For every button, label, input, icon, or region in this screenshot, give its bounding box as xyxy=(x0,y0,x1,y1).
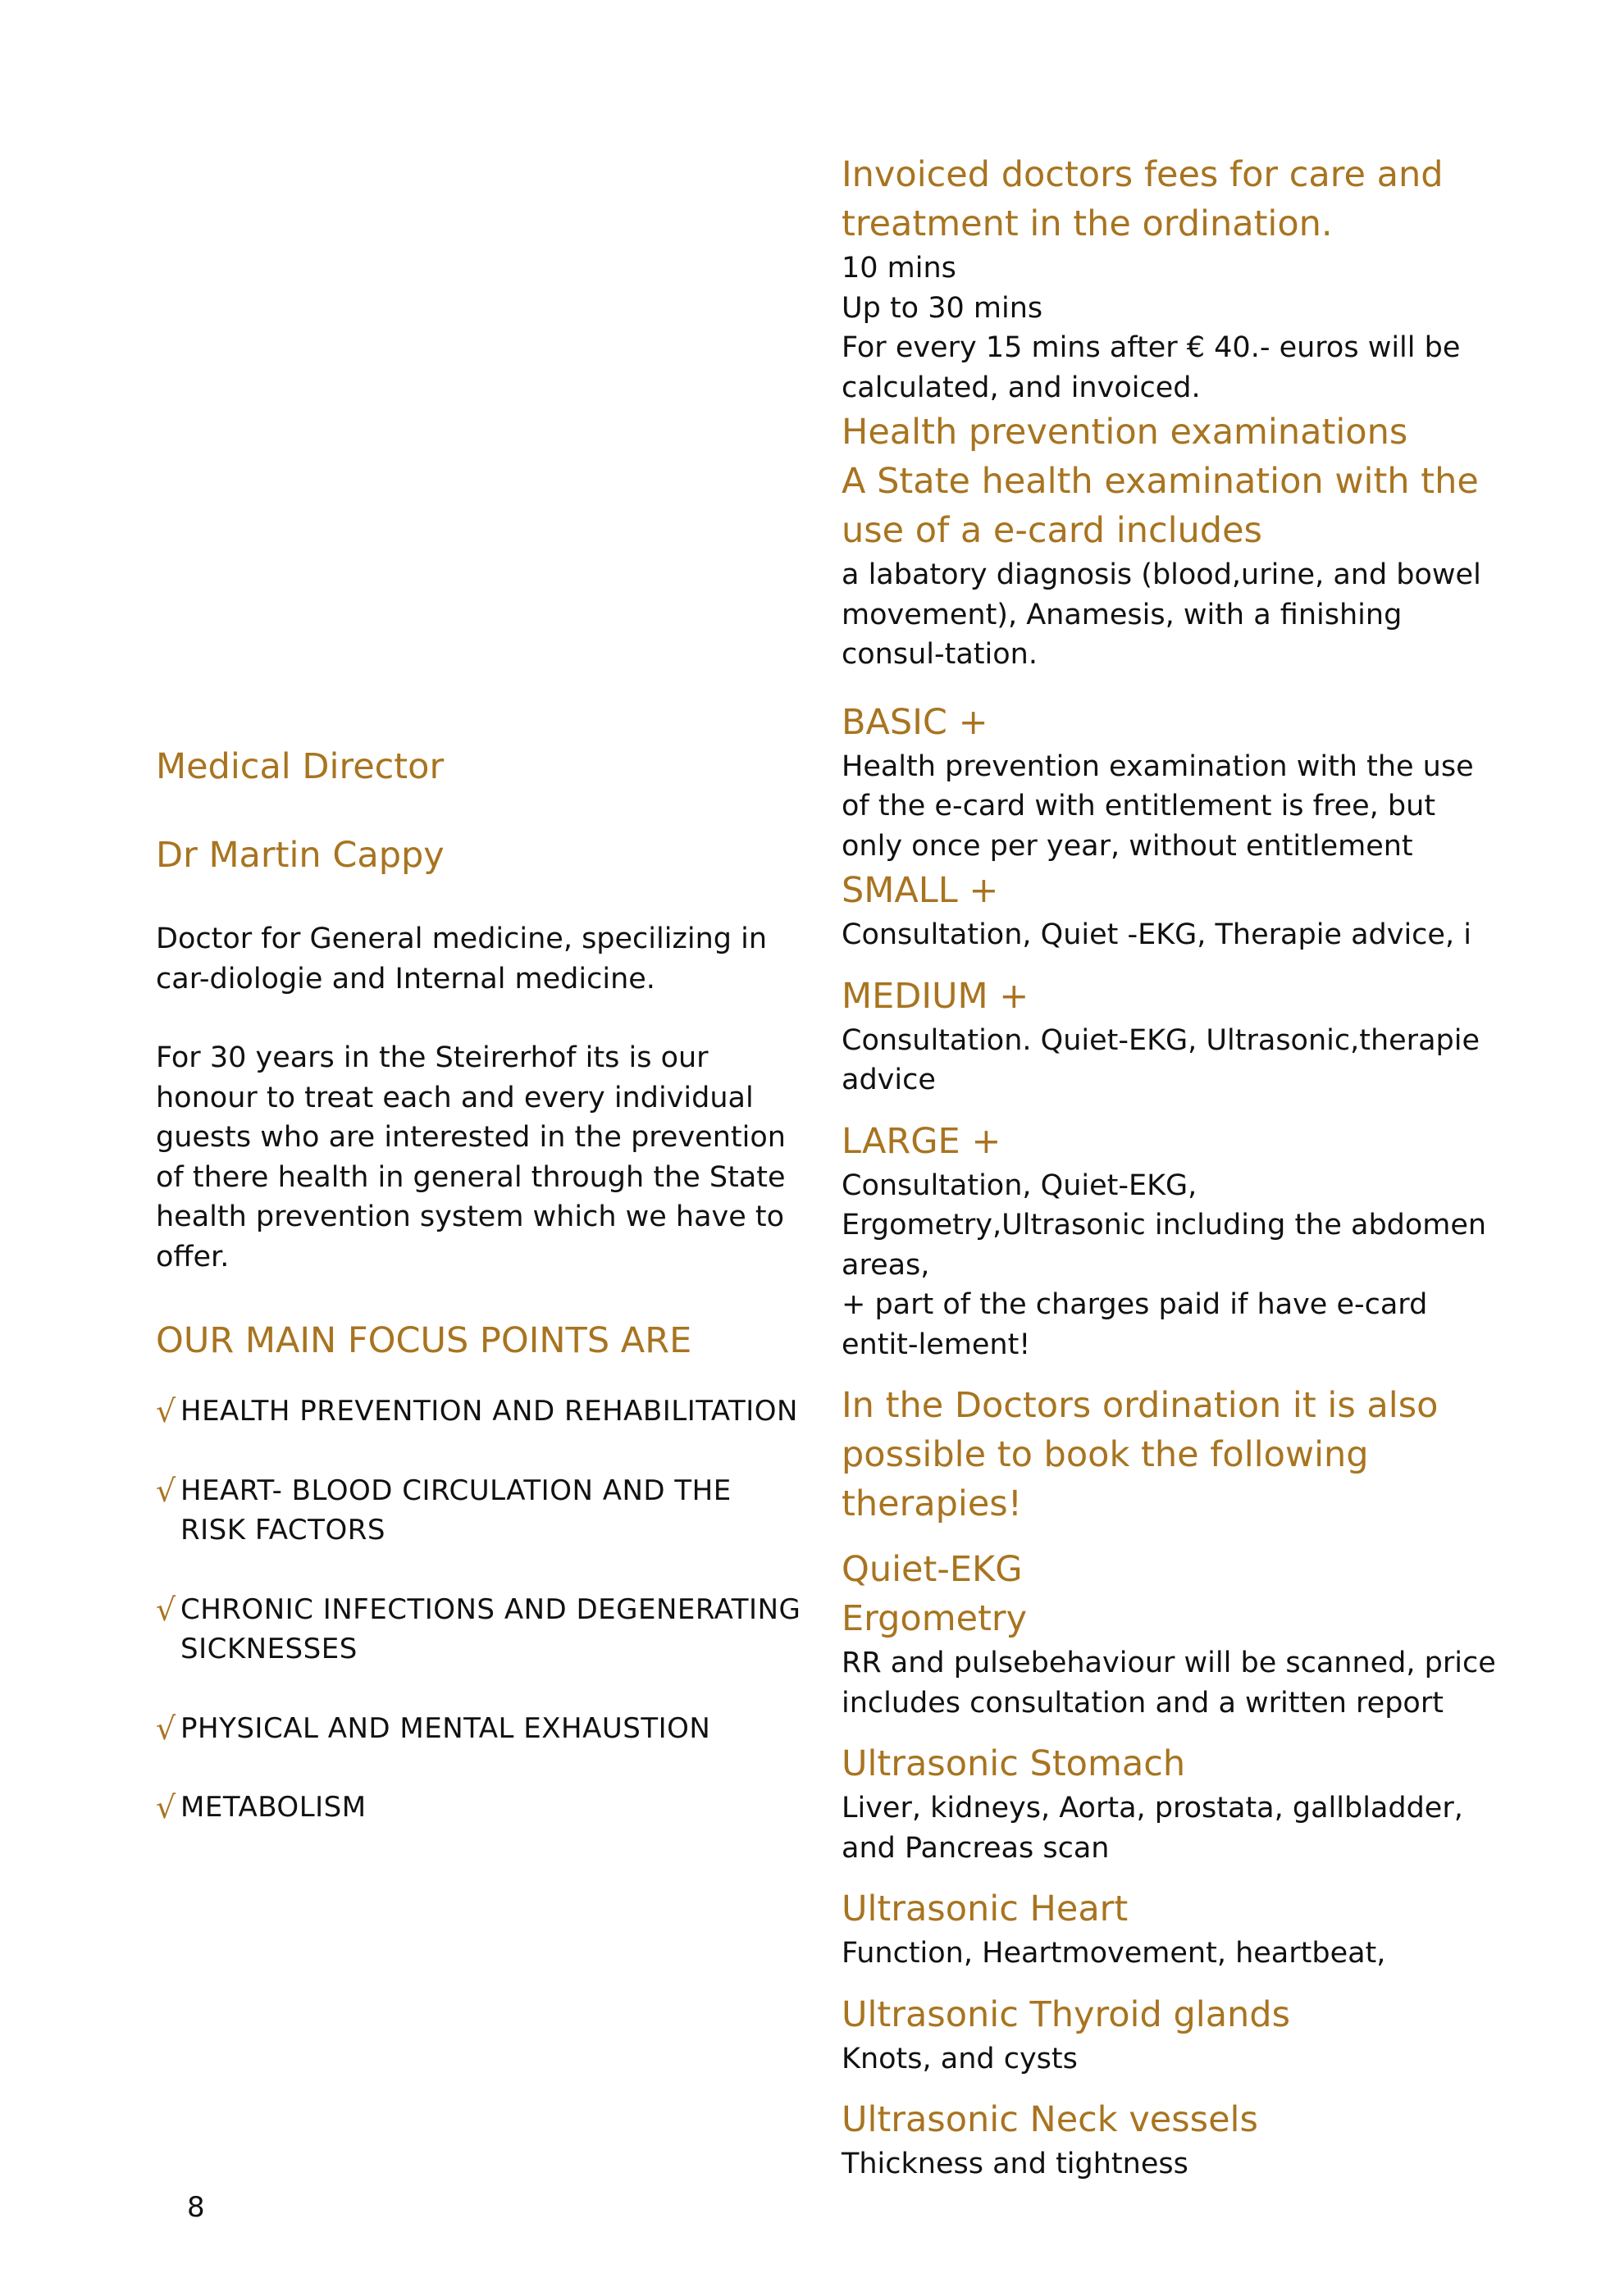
fees-line: Up to 30 mins xyxy=(842,291,1043,325)
focus-item xyxy=(156,1590,804,1670)
focus-item-text: HEART- BLOOD CIRCULATION AND THE RISK FACTORS xyxy=(180,1474,732,1547)
state-exam-heading: A State health examination with the use of a e-card includes xyxy=(842,461,1479,551)
check-icon: √ xyxy=(156,1393,176,1429)
quiet-ekg-heading: Quiet-EKG xyxy=(842,1549,1023,1590)
check-icon: √ xyxy=(156,1591,176,1628)
ergometry-heading: Ergometry xyxy=(842,1598,1028,1639)
ultrasonic-neck-text: Thickness and tightness xyxy=(842,2148,1188,2180)
right-column xyxy=(842,150,1498,2184)
medical-director-heading: Medical Director xyxy=(156,746,445,787)
fees-heading: Invoiced doctors fees for care and treatment in the ordination. xyxy=(842,154,1444,244)
steirerhof-paragraph: For 30 years in the Steirerhof its is our honour to treat each and every individual guests who are interested in the prevention of there health in general through the State health prevention system which we have to offer. xyxy=(156,1041,786,1273)
large-heading: LARGE + xyxy=(842,1120,1001,1162)
left-column xyxy=(156,742,804,1867)
ultrasonic-neck-heading: Ultrasonic Neck vessels xyxy=(842,2099,1258,2140)
ordination-heading: In the Doctors ordination it is also possible to book the following therapies! xyxy=(842,1385,1439,1524)
fees-line: 10 mins xyxy=(842,252,956,285)
focus-item xyxy=(156,1392,804,1432)
fees-line: For every 15 mins after € 40.- euros will be calculated, and invoiced. xyxy=(842,331,1461,404)
ergometry-text: RR and pulsebehaviour will be scanned, price includes consultation and a written report xyxy=(842,1647,1496,1720)
ultrasonic-stomach-text: Liver, kidneys, Aorta, prostata, gallbladder, and Pancreas scan xyxy=(842,1792,1463,1865)
prevention-heading: Health prevention examinations xyxy=(842,412,1408,453)
small-text: Consultation, Quiet -EKG, Therapie advice, i xyxy=(842,918,1471,951)
state-exam-text: a labatory diagnosis (blood,urine, and bowel movement), Anamesis, with a finishing consul-tation. xyxy=(842,558,1481,671)
basic-text: Health prevention examination with the use of the e-card with entitlement is free, but only once per year, without entitlement xyxy=(842,749,1474,863)
ultrasonic-thyroid-text: Knots, and cysts xyxy=(842,2042,1078,2075)
large-text-charges: + part of the charges paid if have e-card entit-lement! xyxy=(842,1288,1428,1361)
focus-item-text: METABOLISM xyxy=(180,1791,367,1824)
small-heading: SMALL + xyxy=(842,870,999,911)
check-icon: √ xyxy=(156,1472,176,1509)
focus-item xyxy=(156,1709,804,1749)
focus-item xyxy=(156,1471,804,1551)
ultrasonic-thyroid-heading: Ultrasonic Thyroid glands xyxy=(842,1993,1290,2035)
focus-item-text: PHYSICAL AND MENTAL EXHAUSTION xyxy=(180,1711,711,1745)
focus-points-heading: OUR MAIN FOCUS POINTS ARE xyxy=(156,1320,692,1361)
ultrasonic-stomach-heading: Ultrasonic Stomach xyxy=(842,1743,1186,1784)
check-icon: √ xyxy=(156,1789,176,1825)
focus-item-text: HEALTH PREVENTION AND REHABILITATION xyxy=(180,1395,798,1428)
check-icon: √ xyxy=(156,1710,176,1747)
focus-item xyxy=(156,1788,804,1828)
large-text: Consultation, Quiet-EKG, Ergometry,Ultrasonic including the abdomen areas, xyxy=(842,1168,1487,1282)
page-number: 8 xyxy=(187,2191,205,2224)
ultrasonic-heart-text: Function, Heartmovement, heartbeat, xyxy=(842,1937,1386,1970)
medium-text: Consultation. Quiet-EKG, Ultrasonic,therapie advice xyxy=(842,1023,1480,1096)
doctor-name: Dr Martin Cappy xyxy=(156,835,445,876)
medium-heading: MEDIUM + xyxy=(842,975,1029,1017)
ultrasonic-heart-heading: Ultrasonic Heart xyxy=(842,1888,1129,1929)
focus-points-list xyxy=(156,1392,804,1828)
focus-item-text: CHRONIC INFECTIONS AND DEGENERATING SICKNESSES xyxy=(180,1592,801,1665)
doctor-specialty-paragraph: Doctor for General medicine, specilizing in car-diologie and Internal medicine. xyxy=(156,922,767,995)
basic-heading: BASIC + xyxy=(842,701,988,743)
